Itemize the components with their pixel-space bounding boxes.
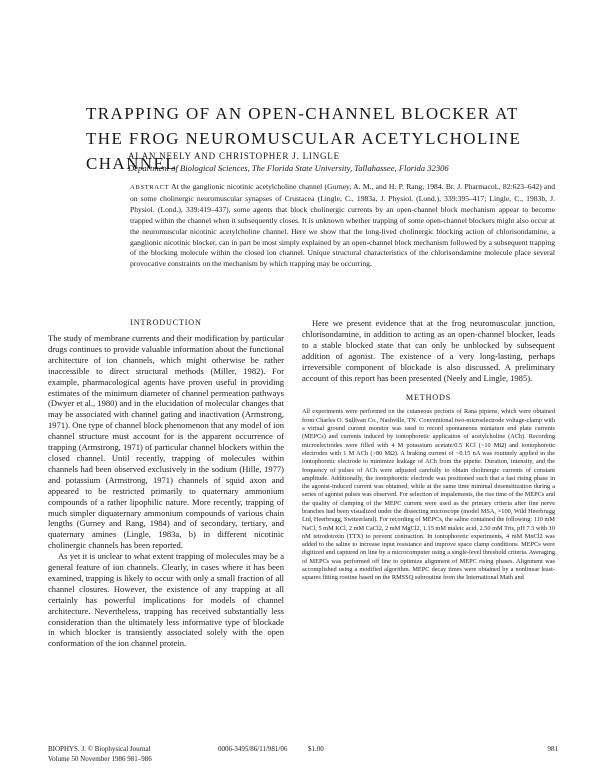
- page-number: 981: [547, 745, 558, 753]
- abstract: [130, 182, 555, 270]
- footer-journal: BIOPHYS. J. © Biophysical Journal: [48, 745, 151, 753]
- left-column: [48, 318, 284, 649]
- paper-authors: ALAN NEELY AND CHRISTOPHER J. LINGLE: [128, 151, 340, 161]
- abstract-text: At the ganglionic nicotinic acetylcholine channel (Gurney, A. M., and H. P. Rang, 1984. Br. J. Pharmacol., 82:623–642) and on some cholinergic neuromuscular synapses of Crustacea (Lingle, C., 1983a, J. Physiol. (Lond.), 339:395–417; Lingle, C., 1983b, J. Physiol. (Lond.), 339:419–437), some agents that block cholinergic currents by an open-channel block mechanism appear to become trapped within the channel when it subsequently closes. It is unknown whether trapping of some open-channel blockers might also occur at the neuromuscular nicotinic acetylcholine channel. Here we show that the long-lived cholinergic blocking action of chlorisondamine, a ganglionic nicotinic blocker, can in part be most simply explained by an open-channel block mechanism followed by a subsequent trapping of the blocking molecule within the closed ion channel. Unique structural characteristics of the chlorisondamine molecule place several provocative constraints on the mechanism by which trapping may be occurring.: [130, 182, 555, 269]
- footer-volume: Volume 50 November 1986 981–986: [48, 755, 152, 763]
- introduction-paragraph-2: As yet it is unclear to what extent trapping of molecules may be a general feature of ion channels. Clearly, in cases where it has been examined, trapping is likely to occur with only a small fraction of all channel closures. However, the existence of any trapping at all certainly has powerful implications for models of channel architecture. Nevertheless, trapping has received substantially less consideration than the ultimately less informative type of blockade in which blocker is transiently associated solely with the open conformation of the ion channel protein.: [48, 551, 284, 649]
- introduction-paragraph-1: The study of membrane currents and their modification by particular drugs continues to provide valuable information about the functional architecture of ion channels, which might otherwise be rather inaccessible to direct structural methods (Miller, 1982). For example, pharmacological agents have proven useful in providing estimates of the minimum diameter of channel permeation pathways (Dwyer et al., 1980) and in the elucidation of molecular changes that may be associated with channel gating and inactivation (Armstrong, 1971). One type of channel block phenomenon that any model of ion channel structure must account for is the apparent occurrence of trapping (Armstrong, 1971) of particular channel blockers within the closed channel. Until recently, trapping of molecules within channels had been observed exclusively in the sodium (Hille, 1977) and potassium (Armstrong, 1971) channels of squid axon and appeared to be restricted primarily to quaternary ammonium compounds of a rather lipophilic nature. More recently, trapping of much simpler diquaternary ammonium compounds of various chain lengths (Gurney and Rang, 1984) and of secondary, tertiary, and quaternary amines (Lingle, 1983a, b) in different nicotinic cholinergic channels has been reported.: [48, 333, 284, 551]
- methods-heading: METHODS: [405, 393, 452, 403]
- abstract-label: ABSTRACT: [130, 184, 170, 191]
- right-intro-paragraph: Here we present evidence that at the frog neuromuscular junction, chlorisondamine, in addition to acting as an open-channel blocker, leads to a stable blocked state that can only be unblocked by subsequent addition of agonist. The existence of a very long-lasting, perhaps irreversible component of blockade is also discussed. A preliminary account of this report has been presented (Neely and Lingle, 1985).: [302, 318, 555, 383]
- footer-price: $1.00: [308, 745, 324, 753]
- paper-title: TRAPPING OF AN OPEN-CHANNEL BLOCKER AT THE FROG NEUROMUSCULAR ACETYLCHOLINE CHANNEL: [86, 104, 522, 173]
- introduction-heading: INTRODUCTION: [130, 318, 202, 327]
- methods-paragraph: All experiments were performed on the cutaneous pectoris of Rana pipiens, which were obtained from Charles O. Sullivan Co., Nashville, TN. Conventional two-microelectrode voltage-clamp with a virtual ground current monitor was used to record spontaneous miniature end plate currents (MEPCs) and currents induced by iontophoretic application of acetylcholine (ACh). Recording microelectrodes were filled with 4 M potassium acetate/0.5 KCl (~10 MΩ) and iontophoretic electrodes with 1 M ACh (>80 MΩ). A braking current of ~0.15 nA was routinely applied in the iontophoretic electrode to minimize leakage of ACh from the pipette. Duration, intensity, and the frequency of pulses of ACh were adjusted carefully to obtain cholinergic currents of constant amplitude. Additionally, the iontophoretic electrode was positioned such that a fast rising phase in the agonist-induced current was obtained, while at the same time minimal desensitization during a series of agonist pulses was observed. For selection of impalements, the rise time of the MEPCs and the quality of clamping of the MEPC current were used as the primary criteria after fine nerve branches had been visualized under the dissecting microscope (model MSA, ×100, Wild Heerbrugg Ltd, Heerbrugg, Switzerland). For recording of MEPCs, the saline contained the following: 110 mM NaCl, 5 mM KCl, 2 mM CaCl2, 2 mM MgCl2, 1.15 mM maleic acid, 2.50 mM Tris, pH 7.3 with 10 nM tetrodotoxin (TTX) to prevent contraction. In iontophoretic experiments, 4 mM MnCl2 was added to the saline to increase input resistance and improve space clamp conditions. MEPCs were digitized and captured on line by a microcomputer using a single-level threshold criteria. Averaging of MEPCs was performed off line to optimize alignment of MEPC rising phases. Alignment was accomplished using a modified algorithm. MEPC decay times were obtained by a nonlinear least-squares fitting routine based on the RMSSQ subroutine from the International Math and: [302, 408, 555, 582]
- author-affiliation: Department of Biological Sciences, The Florida State University, Tallahassee, Florida 32306: [128, 163, 449, 173]
- right-column: [302, 318, 555, 583]
- footer-issn: 0006-3495/86/11/981/06: [218, 745, 288, 753]
- page-footer: [48, 744, 558, 764]
